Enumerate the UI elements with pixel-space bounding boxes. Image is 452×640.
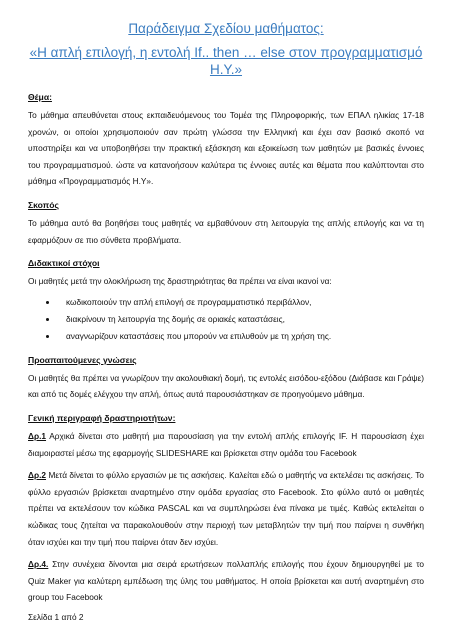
section-intro-stoxoi: Οι μαθητές μετά την ολοκλήρωση της δραστηριότητας θα πρέπει να είναι ικανοί να: [28,276,332,287]
activity-paragraph [28,428,424,461]
activity-text: Στην συνέχεια δίνονται μια σειρά ερωτήσεων πολλαπλής επιλογής που έχουν δημιουργηθεί με το Quiz Maker για καλύτερη εμπέδωση της ύλης του μαθήματος. Η οποία βρίσκεται και αυτή αναρτημένη στο group του Facebook [28,559,424,603]
list-item: • διακρίνουν τη λειτουργία της δομής σε οριακές καταστάσεις, [58,311,424,328]
document-subtitle: «Η απλή επιλογή, η εντολή If.. then … else στον προγραμματισμό Η.Υ.» [29,45,423,77]
section-heading-gnoseis: Προαπαιτούμενες γνώσεις [28,354,137,365]
activity-text: Μετά δίνεται το φύλλο εργασιών με τις ασκήσεις. Καλείται εδώ ο μαθητής να εκτελέσει τις ασκήσεις. Το φύλλο εργασιών βρίσκεται αναρτημένο στην ομάδα εργασίας στο Facebook. Στο φύλλο αυτό οι μαθητές πρέπει να εκτελέσουν τον κώδικα PASCAL και να συμπληρώσει ένα πίνακα με τιμές. Καθώς εκτελείται ο κώδικας τους ζητείται να παρακολουθούν στην περιοχή των μεταβλητών την τιμή που παίρνει η συνθήκη όταν ισχύει και την τιμή που παίρνει όταν δεν ισχύει. [28,470,424,547]
activity-label: Δρ.1 [28,430,47,441]
activity-paragraph [28,556,424,606]
list-item: • αναγνωρίζουν καταστάσεις που μπορούν να επιλυθούν με τη χρήση της. [58,328,424,345]
section-text-thema: Το μάθημα απευθύνεται στους εκπαιδευόμενους του Τομέα της Πληροφορικής, των ΕΠΑΛ ηλικίας 17-18 χρονών, οι οποίοι χρησιμοποιούν σαν πρώτη γλώσσα την Ελληνική και έχει σαν βασικό σκοπό να υποστηρίξει και να υποβοηθήσει την πρακτική εξάσκηση και εξοικείωση των μαθητών με βασικές έννοιες του προγραμματισμού. ώστε να κατανοήσουν καλύτερα τις έννοιες αυτές και θέματα που καλύπτονται στο μάθημα «Προγραμματισμός Η.Υ». [28,110,424,187]
activity-text: Αρχικά δίνεται στο μαθητή μια παρουσίαση για την εντολή απλής επιλογής IF. Η παρουσίαση έχει διαμοιραστεί μέσω της εφαρμογής SLIDESHARE και βρίσκεται στην ομάδα του Facebook [28,430,424,458]
section-heading-thema: Θέμα: [28,92,52,102]
activity-label: Δρ.2 [28,470,47,481]
section-text-skopos: Το μάθημα αυτό θα βοηθήσει τους μαθητές να εμβαθύνουν στη λειτουργία της απλής επιλογής και να τη εφαρμόζουν σε πιο σύνθετα προβλήματα. [28,217,424,245]
document-title: Παράδειγμα Σχεδίου μαθήματος: [128,21,324,36]
section-heading-stoxoi: Διδακτικοί στόχοι [28,258,100,269]
title-block [28,0,424,78]
objectives-list [28,294,424,345]
page-number-footer: Σελίδα 1 από 2 [28,612,84,622]
section-heading-skopos: Σκοπός [28,199,59,210]
section-text-gnoseis: Οι μαθητές θα πρέπει να γνωρίζουν την ακολουθιακή δομή, τις εντολές εισόδου-εξόδου (Διάβασε και Γράψε) και από τις δομές ελέγχου την απλή, όπως αυτά παρουσιάστηκαν σε προηγούμενο μάθημα. [28,372,424,400]
activity-label: Δρ.4. [28,559,49,570]
list-item: • κωδικοποιούν την απλή επιλογή σε προγραμματιστικό περιβάλλον, [58,294,424,311]
section-heading-perigrafi: Γενική περιγραφή δραστηριοτήτων: [28,412,176,423]
activity-paragraph [28,467,424,550]
